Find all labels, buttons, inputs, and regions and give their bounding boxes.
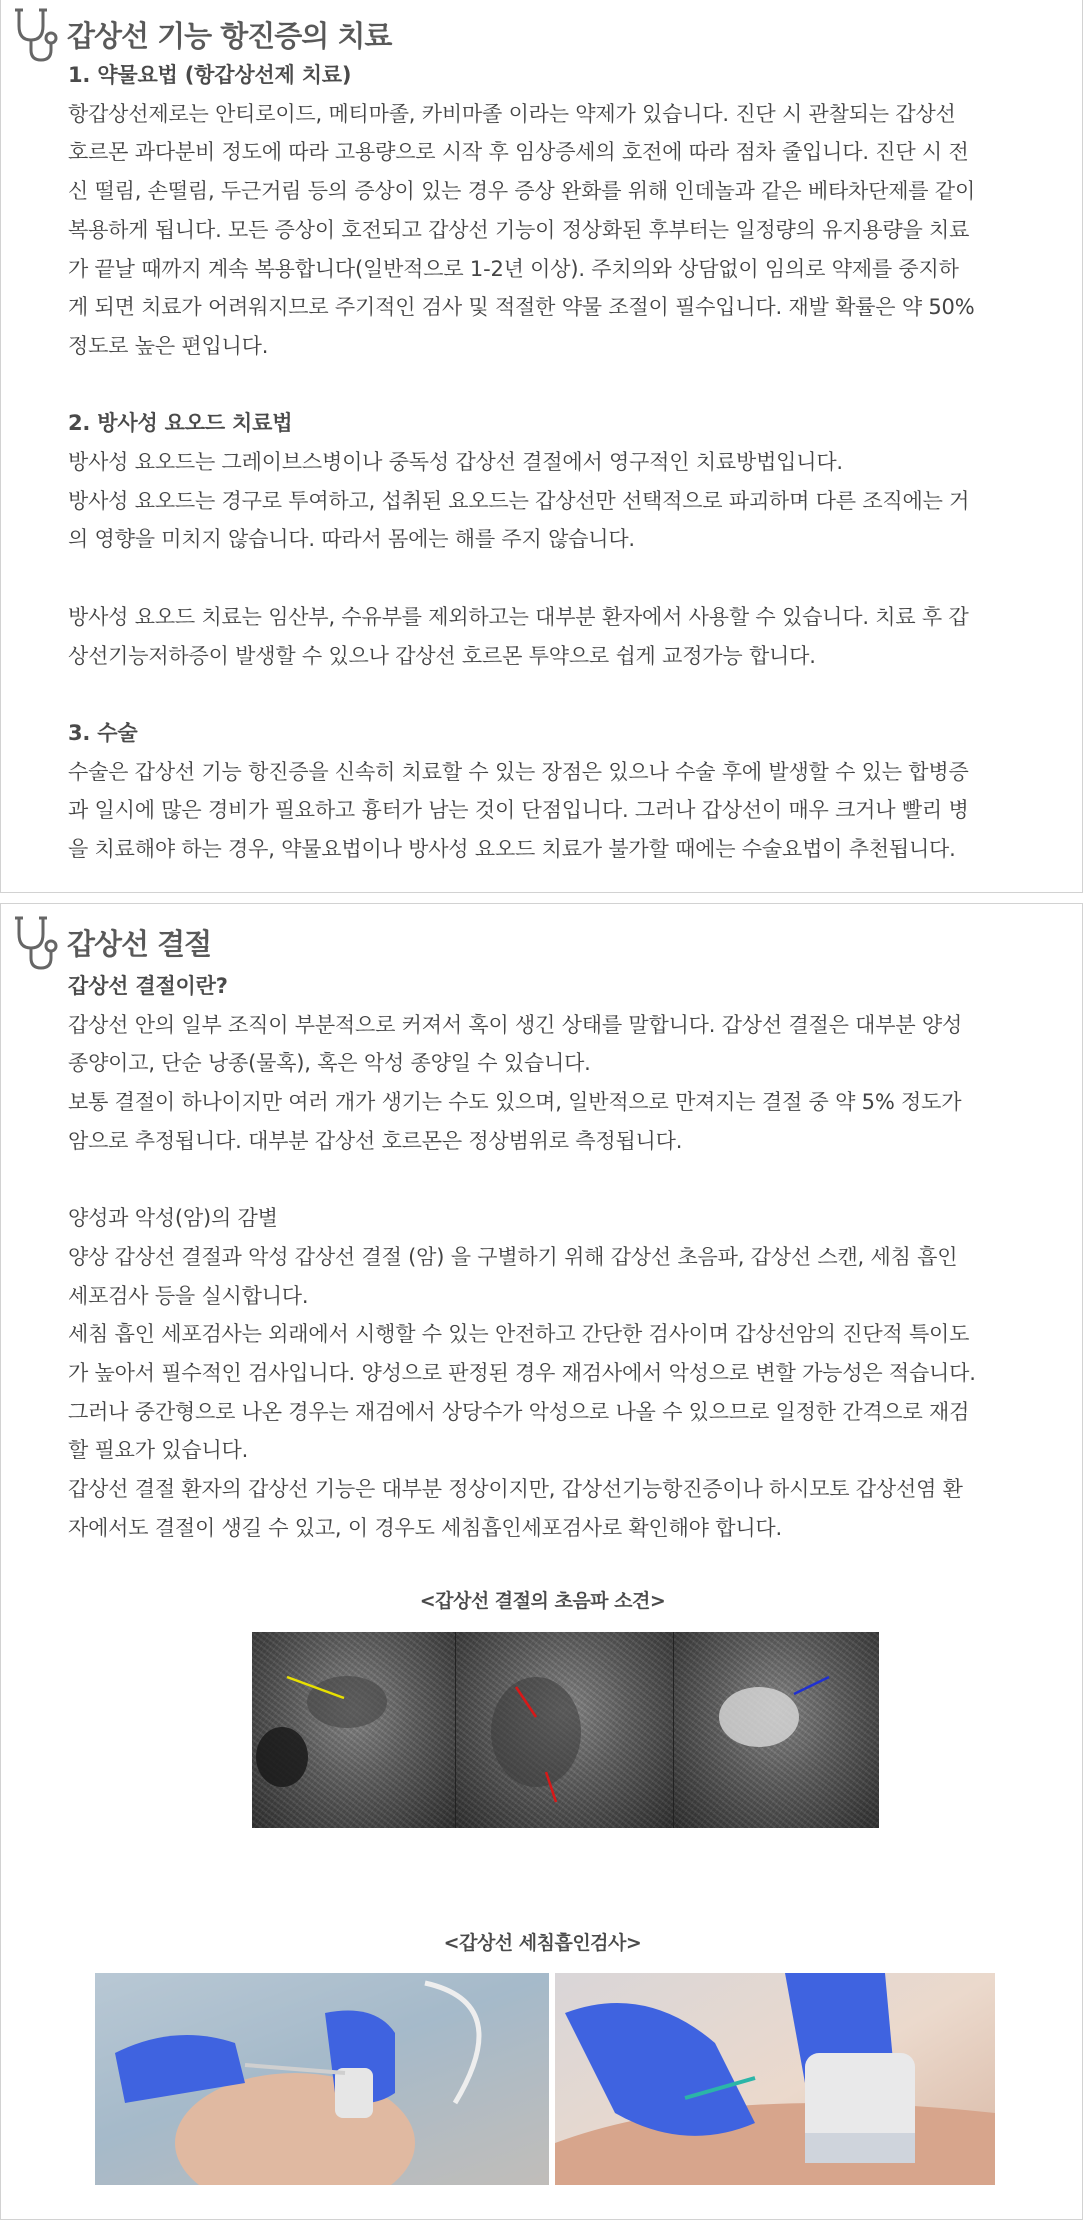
fna-caption: <갑상선 세침흡인검사> xyxy=(443,1932,642,1954)
paragraph-line: 을 치료해야 하는 경우, 약물요법이나 방사성 요오드 치료가 불가할 때에는 수술요법이 추천됩니다. xyxy=(68,837,956,862)
section-body xyxy=(68,967,1070,1548)
paragraph-line: 세포검사 등을 실시합니다. xyxy=(68,1283,309,1308)
paragraph-line: 양상 갑상선 결절과 악성 갑상선 결절 (암) 을 구별하기 위해 갑상선 초음파, 갑상선 스캔, 세침 흡인 xyxy=(68,1244,958,1269)
section-title: 갑상선 기능 항진증의 치료 xyxy=(67,18,392,53)
paragraph-line: 게 되면 치료가 어려워지므로 주기적인 검사 및 적절한 약물 조절이 필수입니다. 재발 확률은 약 50% xyxy=(68,295,975,320)
section-hyperthyroid-treatment xyxy=(0,0,1083,893)
paragraph-line: 갑상선 안의 일부 조직이 부분적으로 커져서 혹이 생긴 상태를 말합니다. 갑상선 결절은 대부분 양성 xyxy=(68,1012,963,1037)
subheading-surgery: 3. 수술 xyxy=(68,720,138,745)
subheading-what-is-nodule: 갑상선 결절이란? xyxy=(68,974,228,998)
paragraph-line: 보통 결절이 하나이지만 여러 개가 생기는 수도 있으며, 일반적으로 만져지는 결절 중 약 5% 정도가 xyxy=(68,1090,962,1115)
stethoscope-icon xyxy=(9,910,65,974)
nodule-ultrasound-1 xyxy=(252,1632,455,1828)
procedure-photo-1 xyxy=(95,1973,549,2185)
ultrasound-images xyxy=(252,1632,879,1828)
stethoscope-icon xyxy=(9,2,65,66)
paragraph-line: 방사성 요오드 치료는 임산부, 수유부를 제외하고는 대부분 환자에서 사용할 수 있습니다. 치료 후 갑 xyxy=(68,604,969,629)
paragraph-line: 수술은 갑상선 기능 항진증을 신속히 치료할 수 있는 장점은 있으나 수술 후에 발생할 수 있는 합병증 xyxy=(68,759,969,784)
paragraph-line: 호르몬 과다분비 정도에 따라 고용량으로 시작 후 임상증세의 호전에 따라 점차 줄입니다. 진단 시 전 xyxy=(68,140,969,165)
ultrasound-caption: <갑상선 결절의 초음파 소견> xyxy=(419,1590,666,1612)
paragraph-line: 갑상선 결절 환자의 갑상선 기능은 대부분 정상이지만, 갑상선기능항진증이나 하시모토 갑상선염 환 xyxy=(68,1477,963,1502)
paragraph-line: 방사성 요오드는 경구로 투여하고, 섭취된 요오드는 갑상선만 선택적으로 파괴하며 다른 조직에는 거 xyxy=(68,488,970,513)
paragraph-line: 그러나 중간형으로 나온 경우는 재검에서 상당수가 악성으로 나올 수 있으므로 일정한 간격으로 재검 xyxy=(68,1399,970,1424)
subheading-differentiation: 양성과 악성(암)의 감별 xyxy=(68,1206,278,1231)
paragraph-line: 항갑상선제로는 안티로이드, 메티마졸, 카비마졸 이라는 약제가 있습니다. 진단 시 관찰되는 갑상선 xyxy=(68,101,956,126)
subheading-radioiodine: 2. 방사성 요오드 치료법 xyxy=(68,411,293,436)
paragraph-line: 할 필요가 있습니다. xyxy=(68,1438,249,1463)
paragraph-line: 의 영향을 미치지 않습니다. 따라서 몸에는 해를 주지 않습니다. xyxy=(68,527,635,552)
fna-procedure-photo xyxy=(555,1973,995,2185)
ultrasound-image xyxy=(252,1632,455,1828)
paragraph-line: 과 일시에 많은 경비가 필요하고 흉터가 남는 것이 단점입니다. 그러나 갑상선이 매우 크거나 빨리 병 xyxy=(68,798,969,823)
paragraph-line: 가 높아서 필수적인 검사입니다. 양성으로 판정된 경우 재검사에서 악성으로 변할 가능성은 적습니다. xyxy=(68,1361,976,1386)
ultrasound-image xyxy=(455,1632,673,1828)
paragraph-line: 신 떨림, 손떨림, 두근거림 등의 증상이 있는 경우 증상 완화를 위해 인데놀과 같은 베타차단제를 같이 xyxy=(68,179,976,204)
section-heading xyxy=(9,910,211,974)
paragraph-line: 상선기능저하증이 발생할 수 있으나 갑상선 호르몬 투약으로 쉽게 교정가능 합니다. xyxy=(68,643,816,668)
paragraph-line: 가 끝날 때까지 계속 복용합니다(일반적으로 1-2년 이상). 주치의와 상담없이 임의로 약제를 중지하 xyxy=(68,256,959,281)
paragraph-line: 자에서도 결절이 생길 수 있고, 이 경우도 세침흡인세포검사로 확인해야 합니다. xyxy=(68,1515,782,1540)
section-title: 갑상선 결절 xyxy=(67,926,212,961)
paragraph-line: 방사성 요오드는 그레이브스병이나 중독성 갑상선 결절에서 영구적인 치료방법입니다. xyxy=(68,450,843,475)
paragraph-line: 암으로 추정됩니다. 대부분 갑상선 호르몬은 정상범위로 측정됩니다. xyxy=(68,1128,683,1153)
paragraph-line: 세침 흡인 세포검사는 외래에서 시행할 수 있는 안전하고 간단한 검사이며 갑상선암의 진단적 특이도 xyxy=(68,1322,970,1347)
paragraph-line: 종양이고, 단순 낭종(물혹), 혹은 악성 종양일 수 있습니다. xyxy=(68,1051,591,1076)
procedure-photo-2 xyxy=(555,1973,995,2185)
paragraph-line: 정도로 높은 편입니다. xyxy=(68,333,269,358)
section-thyroid-nodule xyxy=(0,903,1083,2220)
section-body xyxy=(68,56,1070,869)
ultrasound-image xyxy=(673,1632,879,1828)
subheading-medication: 1. 약물요법 (항갑상선제 치료) xyxy=(68,63,352,87)
nodule-ultrasound-3 xyxy=(674,1632,879,1828)
fna-procedure-photo xyxy=(95,1973,549,2185)
paragraph-line: 복용하게 됩니다. 모든 증상이 호전되고 갑상선 기능이 정상화된 후부터는 일정량의 유지용량을 치료 xyxy=(68,217,970,242)
nodule-ultrasound-2 xyxy=(456,1632,673,1828)
